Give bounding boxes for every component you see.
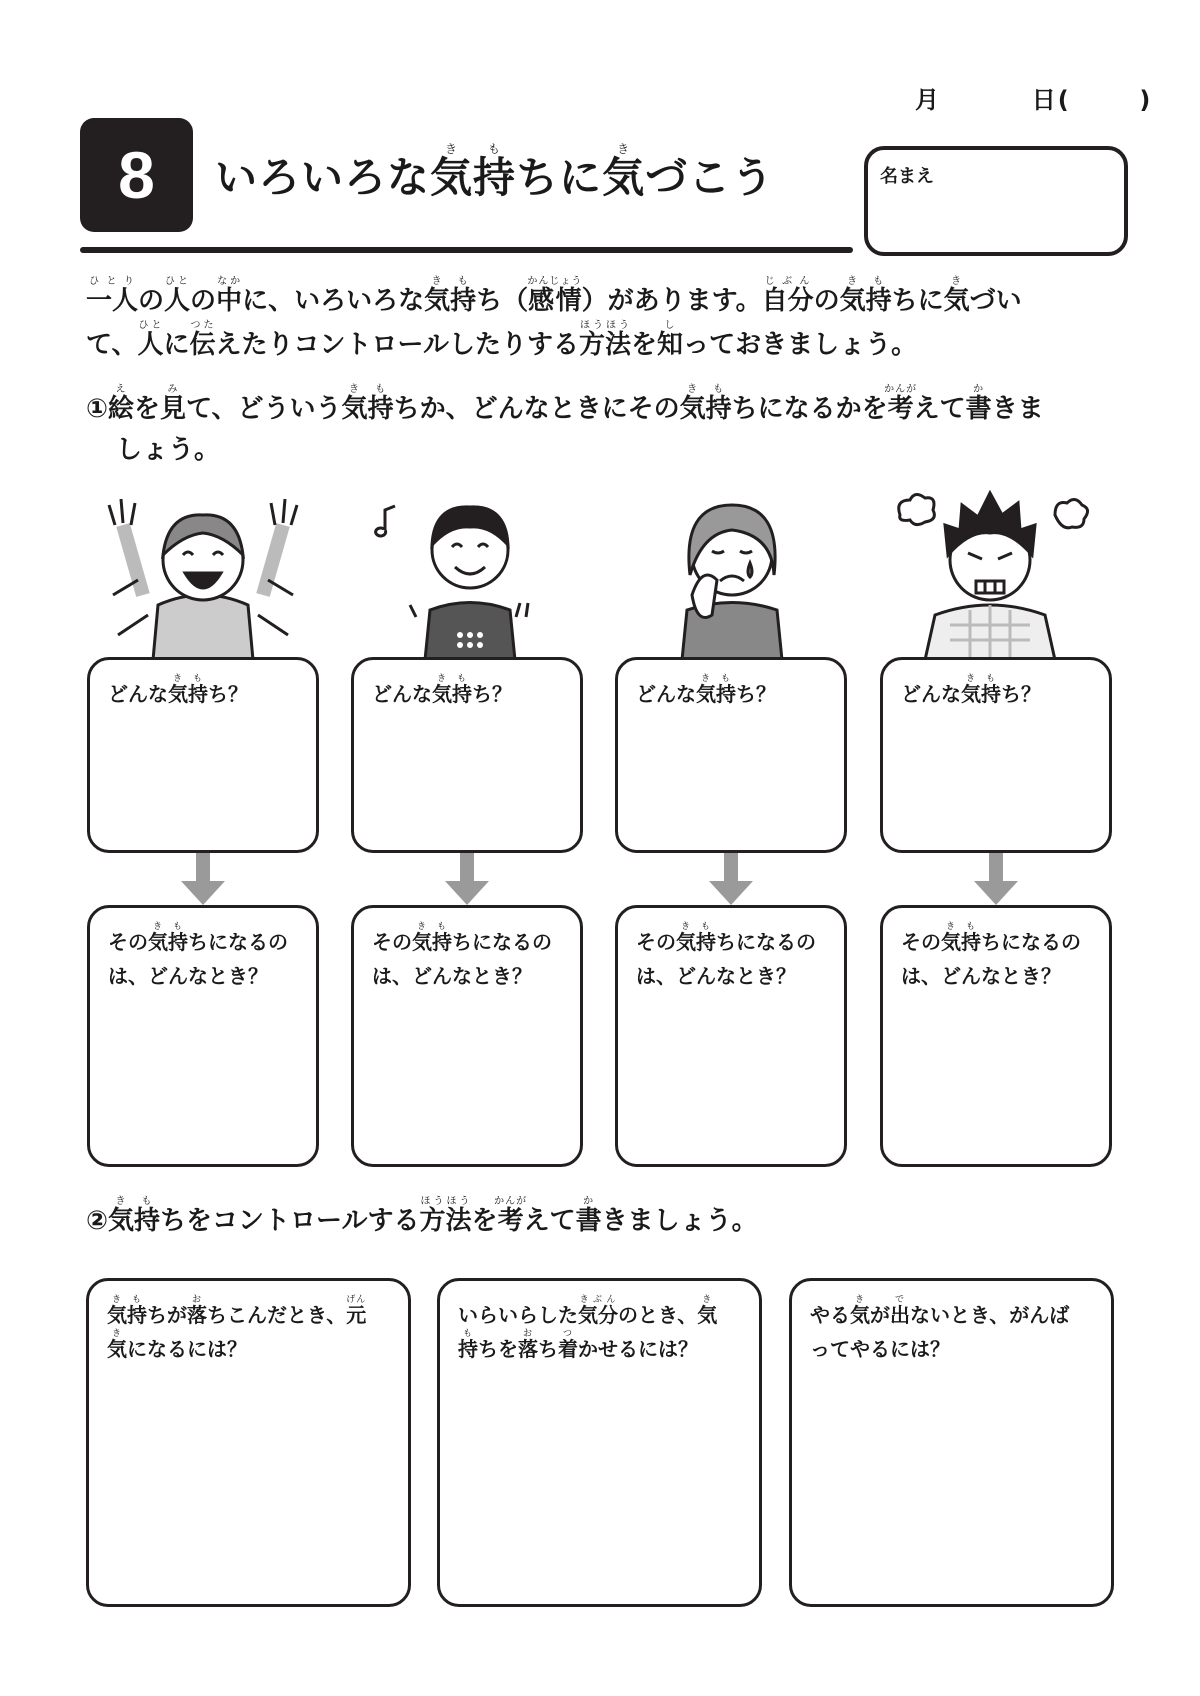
ruby-segment: 気き <box>412 922 432 954</box>
question2-title: ②気き持もちをコントロールする方法ほうほうを考かんがえて書かきましょう。 <box>86 1196 758 1236</box>
angry-man-illustration <box>890 485 1090 660</box>
situation-answer-box[interactable] <box>351 905 583 1167</box>
feeling-answer-box[interactable] <box>351 657 583 853</box>
lesson-number-badge: 8 <box>80 118 193 232</box>
situation-prompt: その気き持もちになるの は、どんなとき？ <box>636 922 816 988</box>
ruby-segment: 気き <box>424 276 451 316</box>
ruby-segment: 持も <box>134 1196 161 1236</box>
ruby-segment: 持も <box>716 674 736 706</box>
date-weekday-close: ) <box>1139 86 1153 114</box>
smiling-boy-illustration <box>370 485 570 660</box>
ruby-segment: 気き <box>430 142 474 202</box>
ruby-segment: 持も <box>981 674 1001 706</box>
ruby-segment: 絵え <box>108 384 135 424</box>
feeling-answer-box[interactable] <box>87 657 319 853</box>
ruby-segment: 持も <box>450 276 477 316</box>
ruby-segment: 見み <box>160 384 187 424</box>
situation-answer-box[interactable] <box>615 905 847 1167</box>
ruby-segment: 気き <box>148 922 168 954</box>
ruby-segment: 感情かんじょう <box>527 276 583 316</box>
feeling-answer-box[interactable] <box>615 657 847 853</box>
ruby-segment: 持も <box>127 1295 147 1327</box>
happy-girl-illustration <box>103 485 303 660</box>
situation-prompt: その気き持もちになるの は、どんなとき？ <box>901 922 1081 988</box>
ruby-segment: 人ひと <box>137 320 164 360</box>
ruby-segment: 人ひと <box>164 276 191 316</box>
ruby-segment: 気き <box>941 922 961 954</box>
ruby-segment: 持も <box>168 922 188 954</box>
feeling-answer-box[interactable] <box>880 657 1112 853</box>
ruby-segment: 持も <box>188 674 208 706</box>
ruby-segment: 気き <box>961 674 981 706</box>
situation-answer-box[interactable] <box>87 905 319 1167</box>
ruby-segment: 気き <box>108 1196 135 1236</box>
ruby-segment: 方法ほうほう <box>419 1196 472 1236</box>
question1-line-2: しょう。 <box>116 435 221 465</box>
ruby-segment: 気き <box>168 674 188 706</box>
control-method-prompt: いらいらした気分きぶんのとき、気き 持もちを落おち着つかせるには？ <box>458 1295 718 1361</box>
ruby-segment: 書か <box>575 1196 602 1236</box>
ruby-segment: 着つ <box>558 1329 578 1361</box>
feeling-prompt: どんな気き持もち？ <box>372 674 512 706</box>
ruby-segment: 気き <box>107 1295 127 1327</box>
control-method-answer-box[interactable] <box>789 1278 1114 1607</box>
intro-line-1: 一人ひとりの人ひとの中なかに、いろいろな気き持もち（感情かんじょう）があります。自分じぶんの気き持もちに気きづい <box>86 276 1022 316</box>
ruby-segment: 出で <box>890 1295 910 1327</box>
ruby-segment: 気き <box>850 1295 870 1327</box>
ruby-segment: 気分きぶん <box>578 1295 618 1327</box>
ruby-segment: 持も <box>367 384 394 424</box>
feeling-prompt: どんな気き持もち？ <box>636 674 776 706</box>
situation-prompt: その気き持もちになるの は、どんなとき？ <box>108 922 288 988</box>
ruby-segment: 落お <box>187 1295 207 1327</box>
ruby-segment: 持も <box>452 674 472 706</box>
control-method-answer-box[interactable] <box>86 1278 411 1607</box>
ruby-segment: 持も <box>865 276 892 316</box>
ruby-segment: 持も <box>696 922 716 954</box>
ruby-segment: 気き <box>839 276 866 316</box>
date-field[interactable] <box>915 80 1152 115</box>
title-underline <box>80 247 853 253</box>
ruby-segment: 伝つた <box>189 320 216 360</box>
ruby-segment: 持も <box>432 922 452 954</box>
ruby-segment: 持も <box>458 1329 478 1361</box>
down-arrow-icon <box>974 853 1018 905</box>
ruby-segment: 気き <box>943 276 970 316</box>
name-field[interactable] <box>864 146 1128 256</box>
question1-line-1: ①絵えを見みて、どういう気き持もちか、どんなときにその気き持もちになるかを考かんがえて書かきま <box>86 384 1044 424</box>
ruby-segment: 持も <box>705 384 732 424</box>
situation-prompt: その気き持もちになるの は、どんなとき？ <box>372 922 552 988</box>
down-arrow-icon <box>181 853 225 905</box>
down-arrow-icon <box>445 853 489 905</box>
intro-line-2: て、人ひとに伝つたえたりコントロールしたりする方法ほうほうを知しっておきましょう。 <box>86 320 918 360</box>
ruby-segment: 気き <box>679 384 706 424</box>
control-method-answer-box[interactable] <box>437 1278 762 1607</box>
situation-answer-box[interactable] <box>880 905 1112 1167</box>
page-title: いろいろな気き持もちに気きづこう <box>215 142 775 202</box>
ruby-segment: 気き <box>697 1295 718 1327</box>
name-label: 名まえ <box>880 166 934 187</box>
ruby-segment: 知し <box>657 320 684 360</box>
ruby-segment: 書か <box>965 384 992 424</box>
date-month-label: 月 <box>915 86 941 114</box>
ruby-segment: 気き <box>107 1329 127 1361</box>
ruby-segment: 考かんが <box>494 1196 528 1236</box>
ruby-segment: 気き <box>341 384 368 424</box>
ruby-segment: 自分じぶん <box>761 276 814 316</box>
ruby-segment: 方法ほうほう <box>579 320 632 360</box>
ruby-segment: 元げん <box>346 1295 367 1327</box>
ruby-segment: 中なか <box>216 276 243 316</box>
ruby-segment: 持も <box>473 142 517 202</box>
date-day-label: 日( <box>1031 86 1071 114</box>
ruby-segment: 落お <box>518 1329 538 1361</box>
control-method-prompt: 気き持もちが落おちこんだとき、元げん 気きになるには？ <box>107 1295 367 1361</box>
ruby-segment: 気き <box>602 142 646 202</box>
ruby-segment: 持も <box>961 922 981 954</box>
feeling-prompt: どんな気き持もち？ <box>901 674 1041 706</box>
ruby-segment: 気き <box>432 674 452 706</box>
ruby-segment: 気き <box>696 674 716 706</box>
ruby-segment: 一人ひとり <box>86 276 139 316</box>
ruby-segment: 考かんが <box>884 384 918 424</box>
down-arrow-icon <box>709 853 753 905</box>
ruby-segment: 気き <box>676 922 696 954</box>
crying-woman-illustration <box>632 485 832 660</box>
control-method-prompt: やる気きが出でないとき、がんば ってやるには？ <box>810 1295 1070 1361</box>
feeling-prompt: どんな気き持もち？ <box>108 674 248 706</box>
